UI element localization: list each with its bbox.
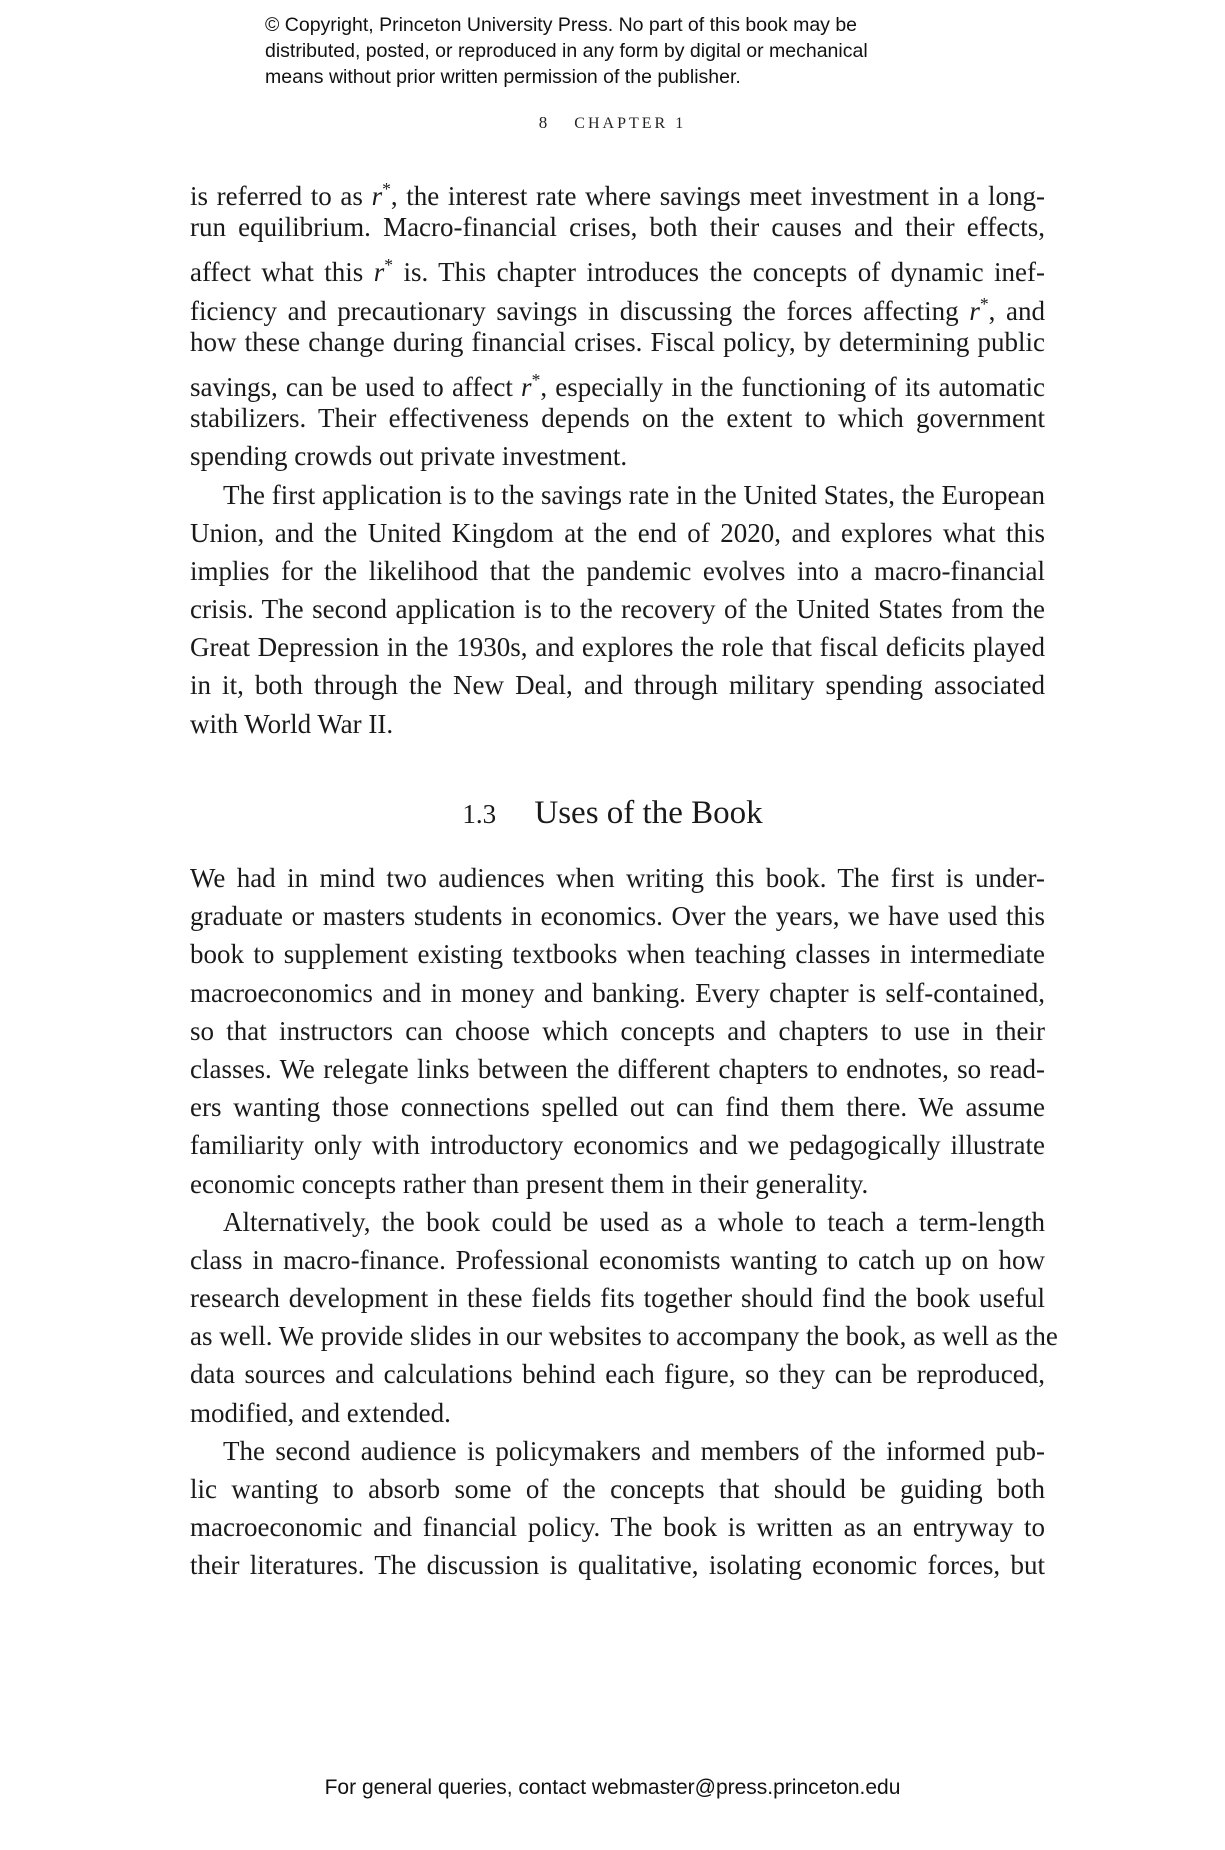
text-line: crisis. The second application is to the recovery of the United States from the xyxy=(190,594,1045,625)
text-line: as well. We provide slides in our websites to accompany the book, as well as the xyxy=(190,1321,1058,1352)
text-line: is referred to as r*, the interest rate where savings meet investment in a long- xyxy=(190,179,1045,211)
page-number: 8 xyxy=(538,113,548,132)
text-line: ficiency and precautionary savings in discussing the forces affecting r*, and xyxy=(190,293,1045,326)
copyright-notice xyxy=(265,12,985,90)
text-line: classes. We relegate links between the different chapters to endnotes, so read- xyxy=(190,1053,1045,1084)
running-head xyxy=(0,113,1225,133)
body-text-bottom xyxy=(190,859,1058,1585)
text-line: so that instructors can choose which concepts and chapters to use in their xyxy=(190,1015,1045,1046)
text-line: in it, both through the New Deal, and through military spending associated xyxy=(190,670,1045,701)
text-line: run equilibrium. Macro-financial crises, both their causes and their effects, xyxy=(190,212,1045,243)
copyright-line: distributed, posted, or reproduced in any form by digital or mechanical xyxy=(265,40,868,62)
text-line: affect what this r* is. This chapter introduces the concepts of dynamic inef- xyxy=(190,255,1045,288)
text-line: economic concepts rather than present them in their generality. xyxy=(190,1168,869,1199)
text-line: with World War II. xyxy=(190,708,394,739)
text-line: class in macro-finance. Professional economists wanting to catch up on how xyxy=(190,1244,1045,1275)
text-line: research development in these fields fits together should find the book useful xyxy=(190,1283,1045,1314)
text-line: Great Depression in the 1930s, and explores the role that fiscal deficits played xyxy=(190,632,1045,663)
text-line: Alternatively, the book could be used as a whole to teach a term-length xyxy=(223,1206,1045,1237)
text-line: spending crowds out private investment. xyxy=(190,441,628,472)
copyright-line: © Copyright, Princeton University Press. No part of this book may be xyxy=(265,14,858,36)
text-line: The second audience is policymakers and members of the informed pub- xyxy=(223,1435,1045,1466)
footer-contact: For general queries, contact webmaster@press.princeton.edu xyxy=(324,1776,901,1799)
text-line: their literatures. The discussion is qualitative, isolating economic forces, but xyxy=(190,1550,1045,1581)
copyright-line: means without prior written permission of the publisher. xyxy=(265,66,741,88)
text-line: data sources and calculations behind each figure, so they can be reproduced, xyxy=(190,1359,1045,1390)
text-line: ers wanting those connections spelled out can find them there. We assume xyxy=(190,1092,1045,1123)
chapter-label: CHAPTER 1 xyxy=(574,115,687,132)
text-line: We had in mind two audiences when writing this book. The first is under- xyxy=(190,863,1045,893)
section-number: 1.3 xyxy=(462,799,497,829)
text-line: familiarity only with introductory economics and we pedagogically illustrate xyxy=(190,1130,1045,1161)
section-title: Uses of the Book xyxy=(534,795,763,831)
text-line: modified, and extended. xyxy=(190,1397,451,1428)
text-line: graduate or masters students in economics. Over the years, we have used this xyxy=(190,901,1045,932)
section-heading xyxy=(0,795,1225,832)
text-line: The first application is to the savings rate in the United States, the European xyxy=(223,479,1045,510)
text-line: lic wanting to absorb some of the concepts that should be guiding both xyxy=(190,1474,1045,1504)
text-line: how these change during financial crises. Fiscal policy, by determining public xyxy=(190,326,1045,357)
text-line: implies for the likelihood that the pandemic evolves into a macro-financial xyxy=(190,555,1045,586)
text-line: stabilizers. Their effectiveness depends on the extent to which government xyxy=(190,403,1045,434)
text-line: Union, and the United Kingdom at the end of 2020, and explores what this xyxy=(190,517,1045,548)
body-text-top xyxy=(190,170,1045,743)
text-line: macroeconomics and in money and banking. Every chapter is self-contained, xyxy=(190,977,1045,1008)
text-line: book to supplement existing textbooks when teaching classes in intermediate xyxy=(190,939,1045,970)
text-line: macroeconomic and financial policy. The book is written as an entryway to xyxy=(190,1512,1045,1543)
text-line: savings, can be used to affect r*, especially in the functioning of its automatic xyxy=(190,369,1045,402)
